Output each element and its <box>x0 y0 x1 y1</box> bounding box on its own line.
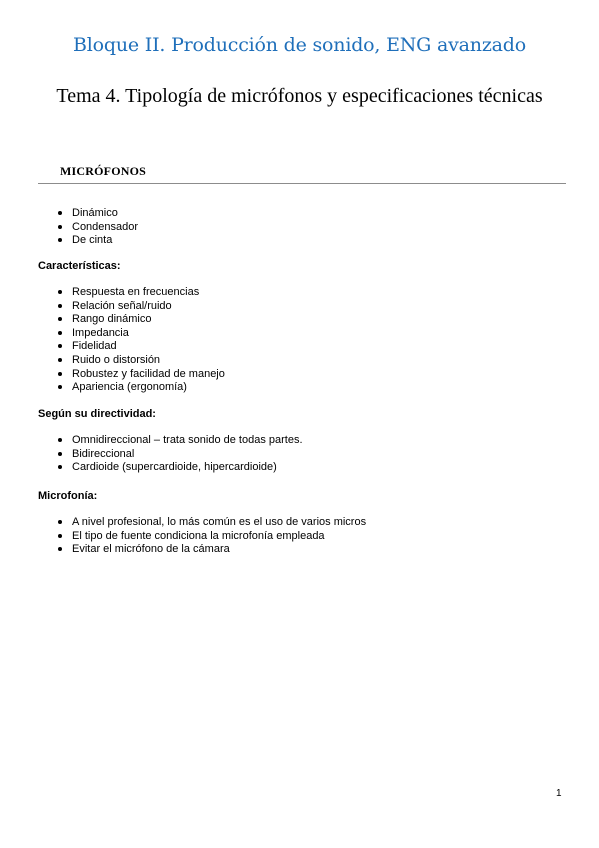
bullet-icon <box>58 547 62 551</box>
microphone-types-list <box>38 207 138 248</box>
list-item-text: Fidelidad <box>72 340 117 353</box>
list-item <box>38 327 225 341</box>
list-item-text: Dinámico <box>72 207 118 219</box>
bullet-icon <box>58 317 62 321</box>
bullet-icon <box>58 238 62 242</box>
list-item <box>38 530 366 544</box>
list-item-text: Bidireccional <box>72 447 135 460</box>
bullet-icon <box>58 438 62 442</box>
microfonia-block <box>38 489 366 557</box>
list-item-text: Robustez y facilidad de manejo <box>72 367 225 380</box>
caracteristicas-label: Características: <box>38 260 121 272</box>
bullet-icon <box>58 304 62 308</box>
bullet-icon <box>58 344 62 348</box>
list-item <box>38 461 303 475</box>
list-item-text: A nivel profesional, lo más común es el uso de varios micros <box>72 516 367 528</box>
list-item-text: Omnidireccional – trata sonido de todas partes. <box>72 434 303 446</box>
list-item-text: Respuesta en frecuencias <box>72 286 200 298</box>
microphone-types-block <box>38 207 138 248</box>
list-item <box>38 207 138 221</box>
list-item <box>38 354 225 368</box>
list-item-text: Ruido o distorsión <box>72 353 161 366</box>
list-item <box>38 300 225 314</box>
list-item-text: Impedancia <box>72 326 129 339</box>
directividad-list <box>38 434 303 475</box>
list-item-text: Rango dinámico <box>72 313 152 326</box>
list-item-text: El tipo de fuente condiciona la microfonía empleada <box>72 529 325 542</box>
section-divider <box>38 183 566 184</box>
list-item-text: Condensador <box>72 220 139 233</box>
list-item <box>38 516 366 530</box>
list-item-text: Cardioide (supercardioide, hipercardioide) <box>72 461 277 474</box>
list-item-text: Relación señal/ruido <box>72 299 172 312</box>
bullet-icon <box>58 358 62 362</box>
microfonia-label: Microfonía: <box>38 490 98 502</box>
bullet-icon <box>58 465 62 469</box>
document-title: Bloque II. Producción de sonido, ENG avanzado <box>73 34 526 56</box>
page-number: 1 <box>556 788 562 799</box>
list-item <box>38 368 225 382</box>
document-subtitle: Tema 4. Tipología de micrófonos y especificaciones técnicas <box>56 85 543 107</box>
list-item <box>38 286 225 300</box>
bullet-icon <box>58 211 62 215</box>
list-item <box>38 381 225 395</box>
list-item <box>38 234 138 248</box>
list-item <box>38 448 303 462</box>
list-item <box>38 434 303 448</box>
bullet-icon <box>58 372 62 376</box>
caracteristicas-block <box>38 259 225 395</box>
list-item-text: Evitar el micrófono de la cámara <box>72 543 230 556</box>
list-item <box>38 221 138 235</box>
directividad-block <box>38 407 303 475</box>
bullet-icon <box>58 225 62 229</box>
list-item <box>38 543 366 557</box>
list-item <box>38 313 225 327</box>
bullet-icon <box>58 290 62 294</box>
list-item <box>38 340 225 354</box>
bullet-icon <box>58 520 62 524</box>
microfonia-list <box>38 516 366 557</box>
section-heading: MICRÓFONOS <box>60 164 146 178</box>
caracteristicas-list <box>38 286 225 395</box>
directividad-label: Según su directividad: <box>38 408 156 420</box>
list-item-text: De cinta <box>72 234 113 247</box>
bullet-icon <box>58 331 62 335</box>
bullet-icon <box>58 385 62 389</box>
bullet-icon <box>58 534 62 538</box>
bullet-icon <box>58 452 62 456</box>
list-item-text: Apariencia (ergonomía) <box>72 381 187 394</box>
